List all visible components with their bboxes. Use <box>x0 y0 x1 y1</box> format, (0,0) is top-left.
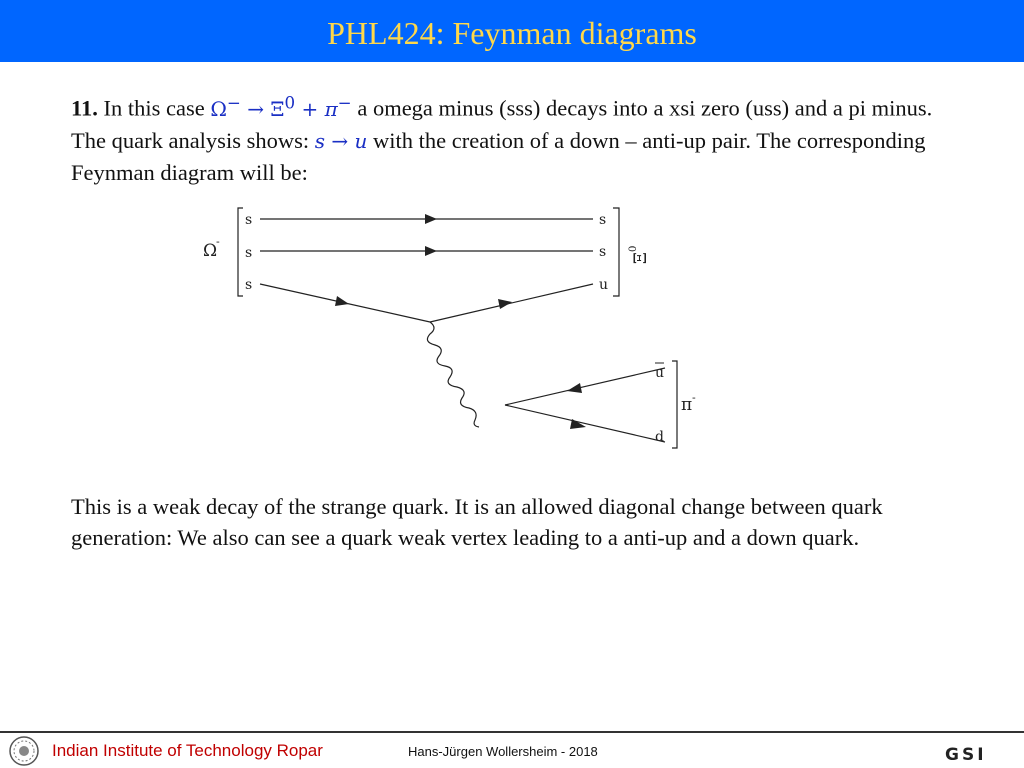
pion-charge: - <box>692 391 696 404</box>
pion-quark-antiup: u <box>655 365 665 381</box>
arrow-down <box>570 419 586 429</box>
xi-label: Ξ <box>631 252 651 264</box>
omega-label: Ω <box>203 241 218 261</box>
pion-quark-down: d <box>655 429 664 445</box>
gsi-logo: GSI <box>945 745 987 765</box>
pion-bracket <box>672 361 677 448</box>
footer-rule <box>0 731 1024 733</box>
w-boson-line <box>427 322 479 427</box>
title-bar <box>0 0 1024 62</box>
problem-intro: In this case <box>97 95 211 121</box>
arrow-1 <box>425 214 437 224</box>
problem-paragraph <box>71 87 971 188</box>
left-quark-1: s <box>245 212 253 228</box>
xi-charge: 0 <box>628 245 639 252</box>
arrow-u <box>498 299 512 309</box>
quark-transition: s → u <box>314 128 368 153</box>
right-quark-1: s <box>599 212 607 228</box>
institution-name: Indian Institute of Technology Ropar <box>52 741 323 760</box>
xi-label-group <box>628 246 651 264</box>
left-bracket <box>238 208 243 296</box>
feynman-diagram <box>195 198 715 458</box>
left-quark-3: s <box>245 277 253 293</box>
slide-title: PHL424: Feynman diagrams <box>327 15 697 51</box>
left-quark-2: s <box>245 245 253 261</box>
institute-seal-icon <box>4 735 44 767</box>
pion-label: π <box>681 395 693 415</box>
author-credit: Hans-Jürgen Wollersheim - 2018 <box>408 744 598 759</box>
arrow-s <box>335 296 349 306</box>
problem-number: 11. <box>71 95 98 121</box>
arrow-2 <box>425 246 437 256</box>
right-bracket <box>613 208 619 296</box>
quark-line-down <box>505 405 665 442</box>
problem-text-1: a omega minus (sss) decays into a xsi zero (uss) and a pi minus. The quark analysis shows: <box>71 95 933 153</box>
arrow-antiup <box>567 383 582 393</box>
problem-text-2: with the creation of a down – anti-up pair. The corresponding Feynman diagram will be: <box>71 127 926 185</box>
quark-line-u <box>430 284 593 322</box>
right-quark-3: u <box>599 277 609 293</box>
decay-equation: $\Omega^- \to \Xi^0 + \pi^-$ <box>210 93 352 121</box>
omega-charge: - <box>216 235 220 248</box>
quark-line-antiup <box>505 368 665 405</box>
conclusion-paragraph: This is a weak decay of the strange quark. It is an allowed diagonal change between quark generation: We also can see a quark weak vertex leading to a anti-up and a down quark. <box>71 494 883 550</box>
right-quark-2: s <box>599 244 607 260</box>
